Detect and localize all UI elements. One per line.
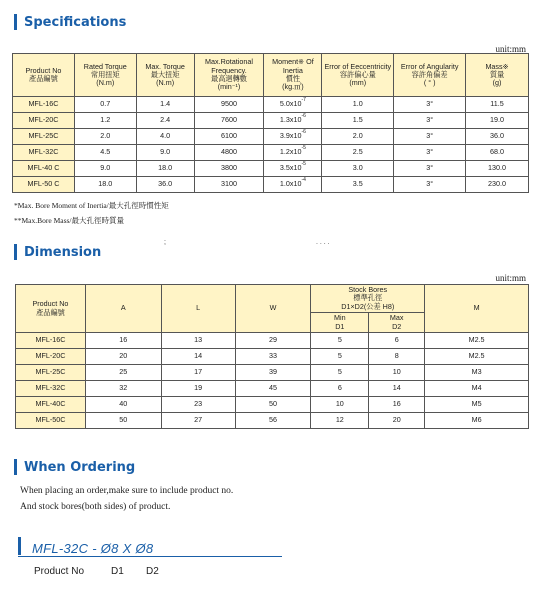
w-cell: 50	[235, 397, 311, 413]
dimension-heading	[14, 244, 101, 260]
angularity-cell: 3°	[394, 161, 466, 177]
header-zh: 產品編號	[36, 307, 65, 317]
specifications-table	[12, 53, 529, 193]
header-zh: 最高迴轉數	[211, 74, 247, 83]
product-no-cell: MFL-25C	[16, 365, 86, 381]
heading-bar	[14, 459, 17, 475]
eccentricity-cell: 2.0	[322, 129, 394, 145]
header-zh: 最大扭矩	[150, 69, 180, 79]
rated-torque-cell: 9.0	[74, 161, 136, 177]
angularity-cell: 3°	[394, 113, 466, 129]
product-no-cell: MFL-50 C	[13, 177, 75, 193]
mass-cell: 130.0	[466, 161, 529, 177]
min-d1-cell: 12	[311, 413, 369, 429]
max-torque-cell: 2.4	[136, 113, 194, 129]
max-d2-cell: 20	[369, 413, 425, 429]
header-zh: 容許角偏差	[411, 69, 448, 79]
header-product-no	[16, 285, 86, 333]
max-torque-cell: 18.0	[136, 161, 194, 177]
table-row	[16, 333, 529, 349]
inertia-cell	[264, 129, 322, 145]
inertia-exponent: -7	[301, 97, 306, 104]
frequency-cell: 7600	[194, 113, 264, 129]
table-row	[16, 365, 529, 381]
l-cell: 17	[161, 365, 235, 381]
dim-header-row	[16, 285, 529, 313]
header-error-of-eccentricity	[322, 54, 394, 97]
l-cell: 23	[161, 397, 235, 413]
frequency-cell: 3800	[194, 161, 264, 177]
header-zh: 標準孔徑	[353, 293, 383, 303]
angularity-cell: 3°	[394, 145, 466, 161]
w-cell: 29	[235, 333, 311, 349]
frequency-cell: 9500	[194, 97, 264, 113]
eccentricity-cell: 2.5	[322, 145, 394, 161]
header-l: L	[161, 285, 235, 333]
table-row	[13, 145, 529, 161]
specifications-heading	[14, 14, 126, 30]
inertia-exponent: -6	[301, 113, 306, 120]
ordering-heading	[14, 459, 135, 475]
heading-bar	[14, 14, 17, 30]
footnote-mass: **Max.Bore Mass/最大孔徑時質量	[14, 216, 124, 225]
header-unit: ( ° )	[423, 78, 436, 88]
table-row	[13, 177, 529, 193]
max-torque-cell: 4.0	[136, 129, 194, 145]
dimension-table	[15, 284, 529, 429]
header-moment-of-inertia	[264, 54, 322, 97]
table-row	[13, 97, 529, 113]
product-no-cell: MFL-40 C	[13, 161, 75, 177]
dimension-title: Dimension	[24, 244, 102, 260]
header-en: Product No	[32, 299, 69, 309]
spec-header-row	[13, 54, 529, 97]
product-no-cell: MFL-32C	[16, 381, 86, 397]
mass-cell: 230.0	[466, 177, 529, 193]
header-max-rotational-frequency	[194, 54, 264, 97]
max-torque-cell: 36.0	[136, 177, 194, 193]
label-d2: D2	[146, 566, 159, 577]
header-en: Moment※ Of Inertia	[272, 57, 314, 75]
dimension-unit: unit:mm	[495, 273, 526, 283]
w-cell: 56	[235, 413, 311, 429]
header-sub: D1	[335, 321, 345, 331]
table-row	[16, 397, 529, 413]
label-product-no: Product No	[34, 566, 85, 577]
min-d1-cell: 5	[311, 365, 369, 381]
header-en: Max	[389, 313, 404, 323]
header-zh: 容許偏心量	[339, 69, 376, 79]
m-cell: M5	[425, 397, 529, 413]
m-cell: M2.5	[425, 349, 529, 365]
product-no-cell: MFL-40C	[16, 397, 86, 413]
rated-torque-cell: 18.0	[74, 177, 136, 193]
rated-torque-cell: 0.7	[74, 97, 136, 113]
stray-mark: ;	[164, 239, 166, 246]
product-no-cell: MFL-16C	[13, 97, 75, 113]
eccentricity-cell: 3.5	[322, 177, 394, 193]
a-cell: 40	[85, 397, 161, 413]
header-en: Min	[334, 313, 346, 323]
table-row	[13, 161, 529, 177]
max-d2-cell: 10	[369, 365, 425, 381]
angularity-cell: 3°	[394, 129, 466, 145]
min-d1-cell: 6	[311, 381, 369, 397]
max-d2-cell: 14	[369, 381, 425, 397]
max-d2-cell: 6	[369, 333, 425, 349]
mass-cell: 11.5	[466, 97, 529, 113]
max-d2-cell: 16	[369, 397, 425, 413]
table-row	[13, 129, 529, 145]
footnote-inertia: *Max. Bore Moment of Inertia/最大孔徑時慣性矩	[14, 201, 169, 210]
frequency-cell: 4800	[194, 145, 264, 161]
inertia-cell	[264, 161, 322, 177]
l-cell: 19	[161, 381, 235, 397]
table-row	[13, 113, 529, 129]
table-row	[16, 413, 529, 429]
angularity-cell: 3°	[394, 177, 466, 193]
inertia-exponent: -5	[301, 161, 306, 168]
table-row	[16, 381, 529, 397]
eccentricity-cell: 3.0	[322, 161, 394, 177]
inertia-cell	[264, 177, 322, 193]
inertia-exponent: -6	[301, 129, 306, 136]
example-bar	[18, 537, 21, 555]
a-cell: 20	[85, 349, 161, 365]
header-zh: 常用扭矩	[90, 69, 120, 79]
ordering-line-2: And stock bores(both sides) of product.	[20, 502, 171, 512]
frequency-cell: 3100	[194, 177, 264, 193]
header-en: Rated Torque	[83, 61, 127, 71]
product-no-cell: MFL-20C	[13, 113, 75, 129]
max-d2-cell: 8	[369, 349, 425, 365]
m-cell: M6	[425, 413, 529, 429]
mass-cell: 19.0	[466, 113, 529, 129]
table-row	[16, 349, 529, 365]
l-cell: 13	[161, 333, 235, 349]
inertia-base: 1.2x10	[279, 147, 302, 157]
header-m: M	[425, 285, 529, 333]
rated-torque-cell: 2.0	[74, 129, 136, 145]
a-cell: 16	[85, 333, 161, 349]
header-zh: 產品編號	[29, 74, 58, 83]
w-cell: 45	[235, 381, 311, 397]
header-unit: (min⁻¹)	[217, 82, 241, 92]
order-example-code: MFL-32C - Ø8 X Ø8	[32, 541, 154, 556]
header-en: Max.Rotational Frequency.	[205, 57, 253, 75]
header-stock-bores	[311, 285, 425, 313]
header-sub: D2	[392, 321, 402, 331]
inertia-base: 3.5x10	[279, 163, 302, 173]
header-unit: (N.m)	[96, 78, 115, 88]
a-cell: 50	[85, 413, 161, 429]
header-a: A	[85, 285, 161, 333]
angularity-cell: 3°	[394, 97, 466, 113]
ordering-line-1: When placing an order,make sure to include product no.	[20, 486, 234, 496]
product-no-cell: MFL-16C	[16, 333, 86, 349]
mass-cell: 36.0	[466, 129, 529, 145]
spec-unit: unit:mm	[495, 44, 526, 54]
header-mass	[466, 54, 529, 97]
header-rated-torque	[74, 54, 136, 97]
header-en: Error of Angularity	[400, 61, 459, 71]
product-no-cell: MFL-50C	[16, 413, 86, 429]
a-cell: 32	[85, 381, 161, 397]
m-cell: M2.5	[425, 333, 529, 349]
ordering-title: When Ordering	[24, 459, 136, 475]
stray-dots: . . . .	[316, 239, 330, 246]
l-cell: 14	[161, 349, 235, 365]
header-en: Mass※	[485, 61, 509, 71]
a-cell: 25	[85, 365, 161, 381]
w-cell: 39	[235, 365, 311, 381]
m-cell: M4	[425, 381, 529, 397]
inertia-base: 1.0x10	[279, 179, 302, 189]
max-torque-cell: 1.4	[136, 97, 194, 113]
header-unit: (kg.㎡)	[282, 82, 304, 92]
inertia-base: 3.9x10	[279, 131, 302, 141]
frequency-cell: 6100	[194, 129, 264, 145]
product-no-cell: MFL-20C	[16, 349, 86, 365]
eccentricity-cell: 1.5	[322, 113, 394, 129]
rated-torque-cell: 1.2	[74, 113, 136, 129]
inertia-base: 1.3x10	[279, 115, 302, 125]
product-no-cell: MFL-32C	[13, 145, 75, 161]
header-max-torque	[136, 54, 194, 97]
inertia-exponent: -5	[301, 145, 306, 152]
rated-torque-cell: 4.5	[74, 145, 136, 161]
eccentricity-cell: 1.0	[322, 97, 394, 113]
inertia-cell	[264, 145, 322, 161]
specifications-title: Specifications	[24, 14, 127, 30]
header-w: W	[235, 285, 311, 333]
product-no-cell: MFL-25C	[13, 129, 75, 145]
header-unit: (g)	[492, 78, 502, 88]
inertia-cell	[264, 97, 322, 113]
header-en: Stock Bores	[348, 285, 388, 295]
inertia-exponent: -4	[301, 177, 306, 184]
l-cell: 27	[161, 413, 235, 429]
inertia-base: 5.0x10	[279, 99, 302, 109]
m-cell: M3	[425, 365, 529, 381]
mass-cell: 68.0	[466, 145, 529, 161]
header-en: Product No	[25, 65, 62, 75]
min-d1-cell: 10	[311, 397, 369, 413]
max-torque-cell: 9.0	[136, 145, 194, 161]
header-unit: (mm)	[349, 78, 367, 88]
w-cell: 33	[235, 349, 311, 365]
label-d1: D1	[111, 566, 124, 577]
example-underline	[18, 556, 282, 557]
inertia-cell	[264, 113, 322, 129]
header-min	[311, 313, 369, 333]
min-d1-cell: 5	[311, 349, 369, 365]
header-sub: D1×D2(公差 H8)	[341, 301, 395, 311]
header-zh: 慣性	[285, 74, 301, 83]
header-en: Error of Eeccentricity	[324, 61, 392, 71]
header-max	[369, 313, 425, 333]
header-en: Max. Torque	[145, 61, 185, 71]
header-unit: (N.m)	[156, 78, 175, 88]
header-zh: 質量	[489, 69, 505, 79]
header-error-of-angularity	[394, 54, 466, 97]
heading-bar	[14, 244, 17, 260]
header-product-no	[13, 54, 75, 97]
min-d1-cell: 5	[311, 333, 369, 349]
